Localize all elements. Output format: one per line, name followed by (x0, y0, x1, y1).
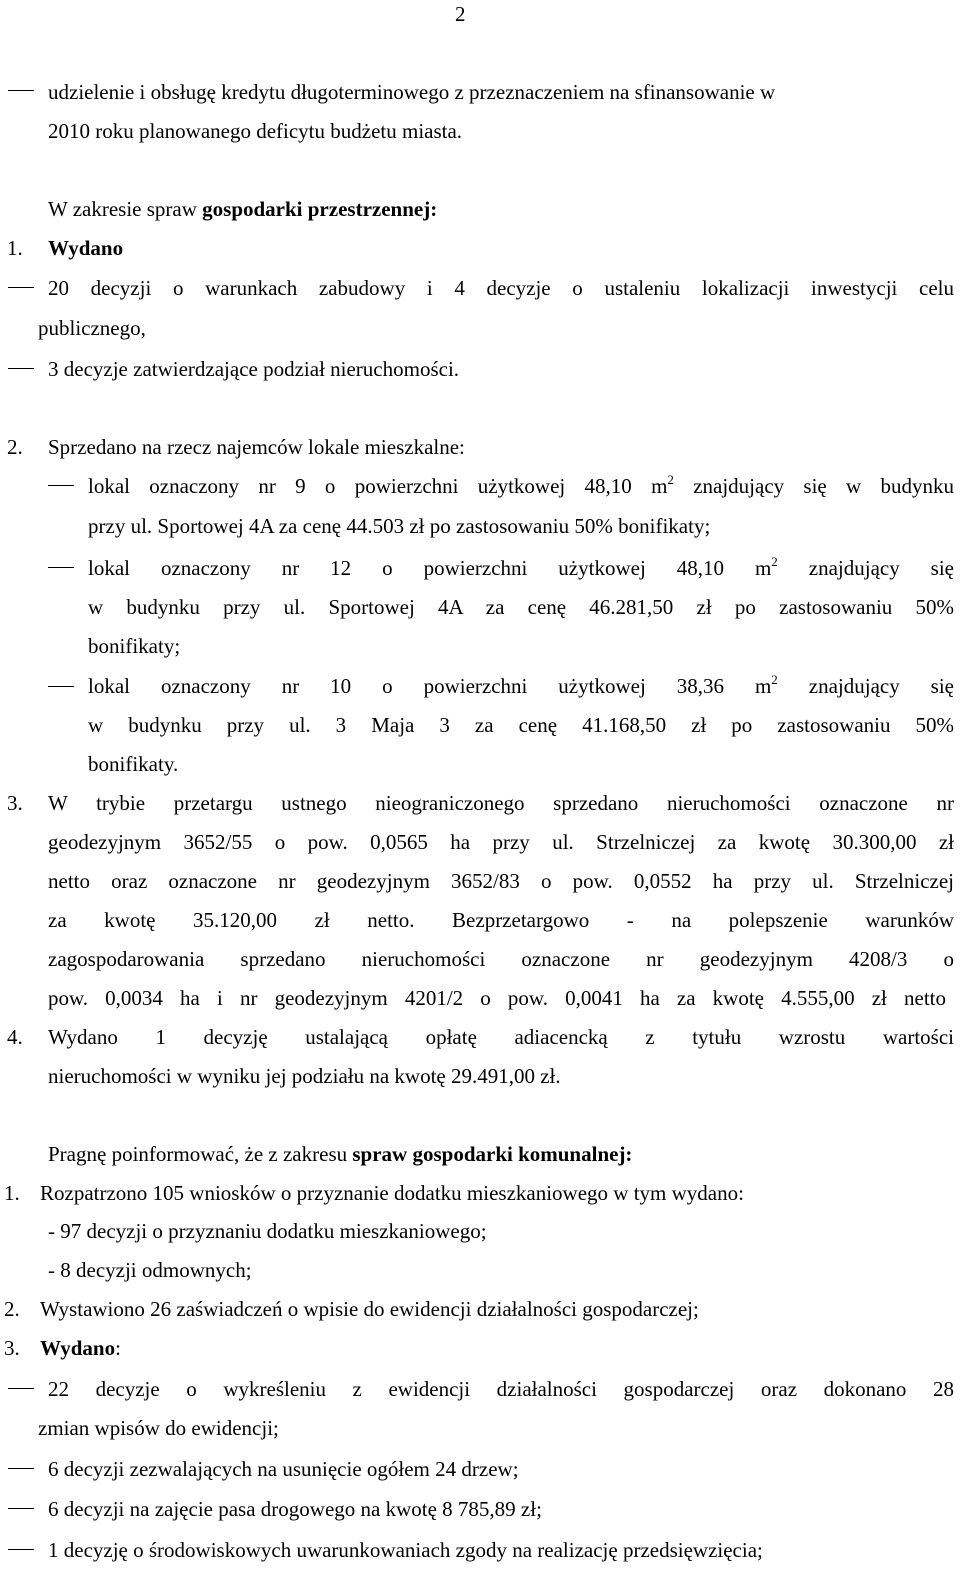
flat-3-line-3: bonifikaty. (88, 752, 179, 776)
spatial-item-3-line-1: W trybie przetargu ustnego nieograniczonego sprzedano nieruchomości oznaczone nr (48, 791, 954, 815)
communal-item-3-sub-1-line-2: zmian wpisów do ewidencji; (38, 1416, 279, 1440)
communal-item-2-number: 2. (4, 1297, 20, 1321)
communal-item-2-text: Wystawiono 26 zaświadczeń o wpisie do ewidencji działalności gospodarczej; (40, 1297, 699, 1321)
flat-2-line-3: bonifikaty; (88, 634, 181, 658)
spatial-item-3-line-5: zagospodarowania sprzedano nieruchomości oznaczone nr geodezyjnym 4208/3 o (48, 947, 954, 971)
dash-bullet (8, 1508, 34, 1509)
flat-2-line-1: lokal oznaczony nr 12 o powierzchni użytkowej 48,10 $m^2$ znajdujący się (88, 554, 954, 580)
page-number: 2 (455, 2, 466, 26)
communal-item-3-sub-2: 6 decyzji zezwalających na usunięcie ogółem 24 drzew; (48, 1457, 519, 1481)
communal-item-3-label: Wydano: (40, 1336, 121, 1360)
spatial-heading: W zakresie spraw gospodarki przestrzennej: (48, 197, 438, 221)
spatial-item-3-number: 3. (7, 791, 23, 815)
dash-bullet (8, 1549, 34, 1550)
communal-item-1-sub-1: - 97 decyzji o przyznaniu dodatku mieszkaniowego; (48, 1219, 487, 1243)
spatial-item-1-sub-1-line-1: 20 decyzji o warunkach zabudowy i 4 decyzje o ustaleniu lokalizacji inwestycji celu (48, 276, 954, 300)
flat-1-line-2: przy ul. Sportowej 4A za cenę 44.503 zł po zastosowaniu 50% bonifikaty; (88, 514, 711, 538)
spatial-item-4-line-1: Wydano 1 decyzję ustalającą opłatę adiacencką z tytułu wzrostu wartości (48, 1025, 954, 1049)
spatial-item-4-number: 4. (7, 1025, 23, 1049)
communal-item-3-sub-3: 6 decyzji na zajęcie pasa drogowego na kwotę 8 785,89 zł; (48, 1497, 542, 1521)
communal-item-1-text: Rozpatrzono 105 wniosków o przyznanie dodatku mieszkaniowego w tym wydano: (40, 1181, 744, 1205)
communal-heading: Pragnę poinformować, że z zakresu spraw gospodarki komunalnej: (48, 1142, 633, 1166)
spatial-item-1-sub-1-line-2: publicznego, (38, 316, 146, 340)
flat-1-line-1: lokal oznaczony nr 9 o powierzchni użytkowej 48,10 $m^2$ znajdujący się w budynku (88, 472, 954, 498)
spatial-item-3-line-2: geodezyjnym 3652/55 o pow. 0,0565 ha przy ul. Strzelniczej za kwotę 30.300,00 zł (48, 830, 954, 854)
dash-bullet (8, 1468, 34, 1469)
communal-item-3-sub-1-line-1: 22 decyzje o wykreśleniu z ewidencji działalności gospodarczej oraz dokonano 28 (48, 1377, 954, 1401)
spatial-item-2-text: Sprzedano na rzecz najemców lokale mieszkalne: (48, 435, 465, 459)
spatial-item-1-number: 1. (7, 236, 23, 260)
flat-2-line-2: w budynku przy ul. Sportowej 4A za cenę 46.281,50 zł po zastosowaniu 50% (88, 595, 954, 619)
spatial-item-3-line-4: za kwotę 35.120,00 zł netto. Bezprzetargowo - na polepszenie warunków (48, 908, 954, 932)
spatial-item-4-line-2: nieruchomości w wyniku jej podziału na kwotę 29.491,00 zł. (48, 1064, 561, 1088)
spatial-item-3-line-6: pow. 0,0034 ha i nr geodezyjnym 4201/2 o pow. 0,0041 ha za kwotę 4.555,00 zł netto (48, 986, 946, 1010)
spatial-item-2-number: 2. (7, 435, 23, 459)
flat-3-line-1: lokal oznaczony nr 10 o powierzchni użytkowej 38,36 $m^2$ znajdujący się (88, 672, 954, 698)
dash-bullet (8, 368, 34, 369)
intro-line-2: 2010 roku planowanego deficytu budżetu miasta. (48, 119, 463, 143)
dash-bullet (48, 686, 74, 687)
dash-bullet (8, 287, 34, 288)
flat-3-line-2: w budynku przy ul. 3 Maja 3 za cenę 41.168,50 zł po zastosowaniu 50% (88, 713, 954, 737)
spatial-item-3-line-3: netto oraz oznaczone nr geodezyjnym 3652/83 o pow. 0,0552 ha przy ul. Strzelniczej (48, 869, 954, 893)
dash-bullet (48, 567, 74, 568)
communal-item-3-number: 3. (4, 1336, 20, 1360)
spatial-item-1-sub-2: 3 decyzje zatwierdzające podział nieruchomości. (48, 357, 460, 381)
dash-bullet (8, 90, 34, 91)
communal-item-1-sub-2: - 8 decyzji odmownych; (48, 1258, 252, 1282)
communal-item-1-number: 1. (4, 1181, 20, 1205)
dash-bullet (8, 1388, 34, 1389)
communal-item-3-sub-4: 1 decyzję o środowiskowych uwarunkowaniach zgody na realizację przedsięwzięcia; (48, 1538, 763, 1562)
dash-bullet (48, 485, 74, 486)
spatial-item-1-label: Wydano (48, 236, 124, 260)
intro-line-1: udzielenie i obsługę kredytu długoterminowego z przeznaczeniem na sfinansowanie w (48, 80, 776, 104)
